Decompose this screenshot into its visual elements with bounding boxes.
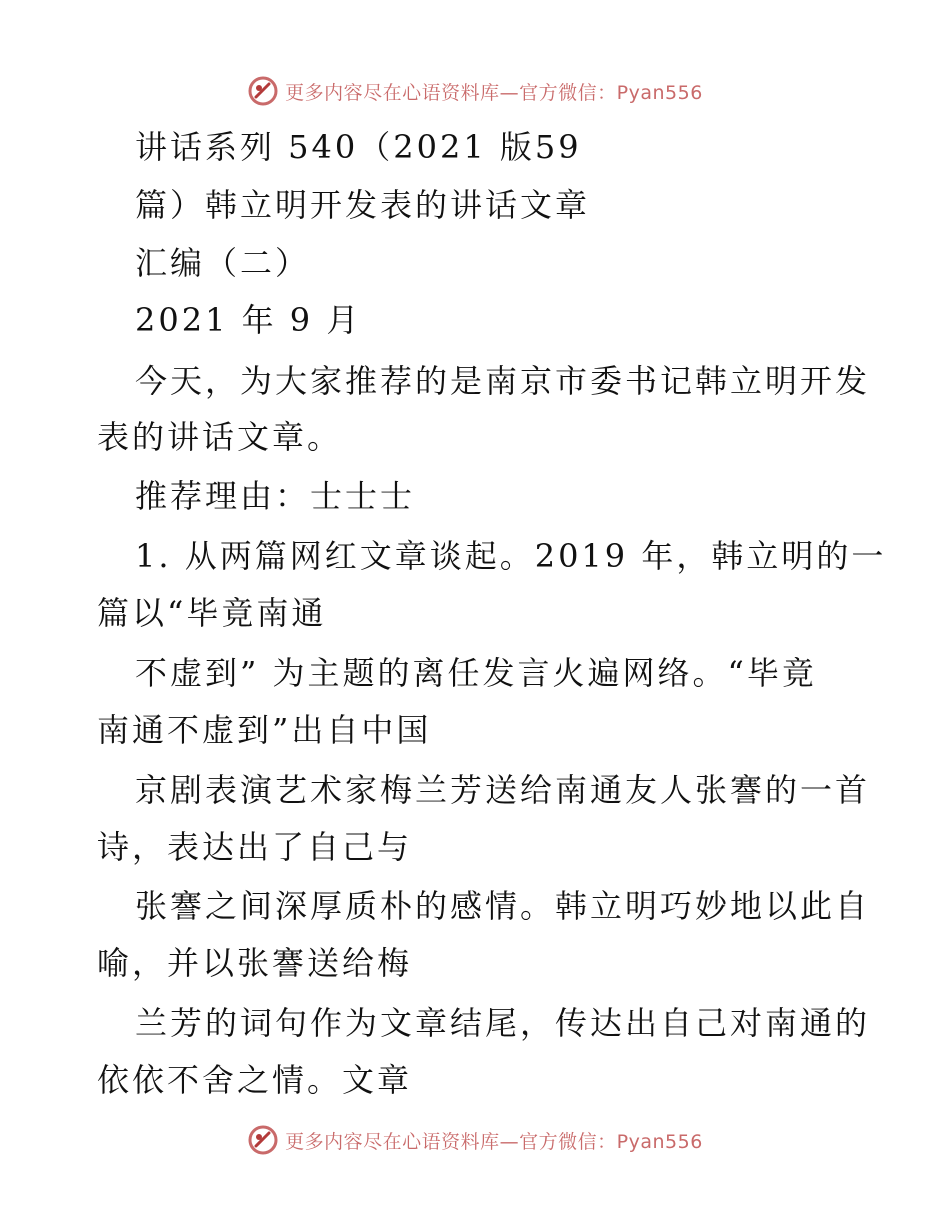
watermark-text: 更多内容尽在心语资料库—官方微信：Pyan556: [285, 1130, 703, 1153]
paragraph-line: 喻，并以张謇送给梅: [97, 944, 413, 982]
paragraph-line: 诗，表达出了自己与: [97, 828, 413, 866]
date-line: 2021 年 9 月: [135, 301, 362, 339]
watermark-header: [0, 71, 950, 111]
paragraph-line: 不虚到” 为主题的离任发言火遍网络。“毕竟: [135, 654, 817, 692]
paragraph-line: 张謇之间深厚质朴的感情。韩立明巧妙地以此自: [135, 887, 871, 925]
title-line-1: 讲话系列 540（2021 版59: [135, 128, 582, 166]
paragraph-line: 京剧表演艺术家梅兰芳送给南通友人张謇的一首: [135, 771, 871, 809]
paragraph-line: 表的讲话文章。: [97, 418, 343, 456]
watermark-text: 更多内容尽在心语资料库—官方微信：Pyan556: [285, 81, 703, 104]
paragraph-line: 依依不舍之情。文章: [97, 1061, 413, 1099]
title-line-2: 篇）韩立明开发表的讲话文章: [135, 186, 591, 224]
seal-logo-icon: [247, 1124, 279, 1156]
watermark-footer: [0, 1120, 950, 1160]
paragraph-line: 推荐理由：士士士: [135, 477, 416, 515]
paragraph-line: 兰芳的词句作为文章结尾，传达出自己对南通的: [135, 1004, 871, 1042]
seal-logo-icon: [247, 75, 279, 107]
paragraph-line: 今天，为大家推荐的是南京市委书记韩立明开发: [135, 362, 871, 400]
title-line-3: 汇编（二）: [135, 244, 311, 282]
paragraph-line: 篇以“毕竟南通: [97, 594, 327, 632]
paragraph-line: 南通不虚到”出自中国: [97, 711, 432, 749]
paragraph-line: 1. 从两篇网红文章谈起。2019 年，韩立明的一: [135, 537, 887, 575]
